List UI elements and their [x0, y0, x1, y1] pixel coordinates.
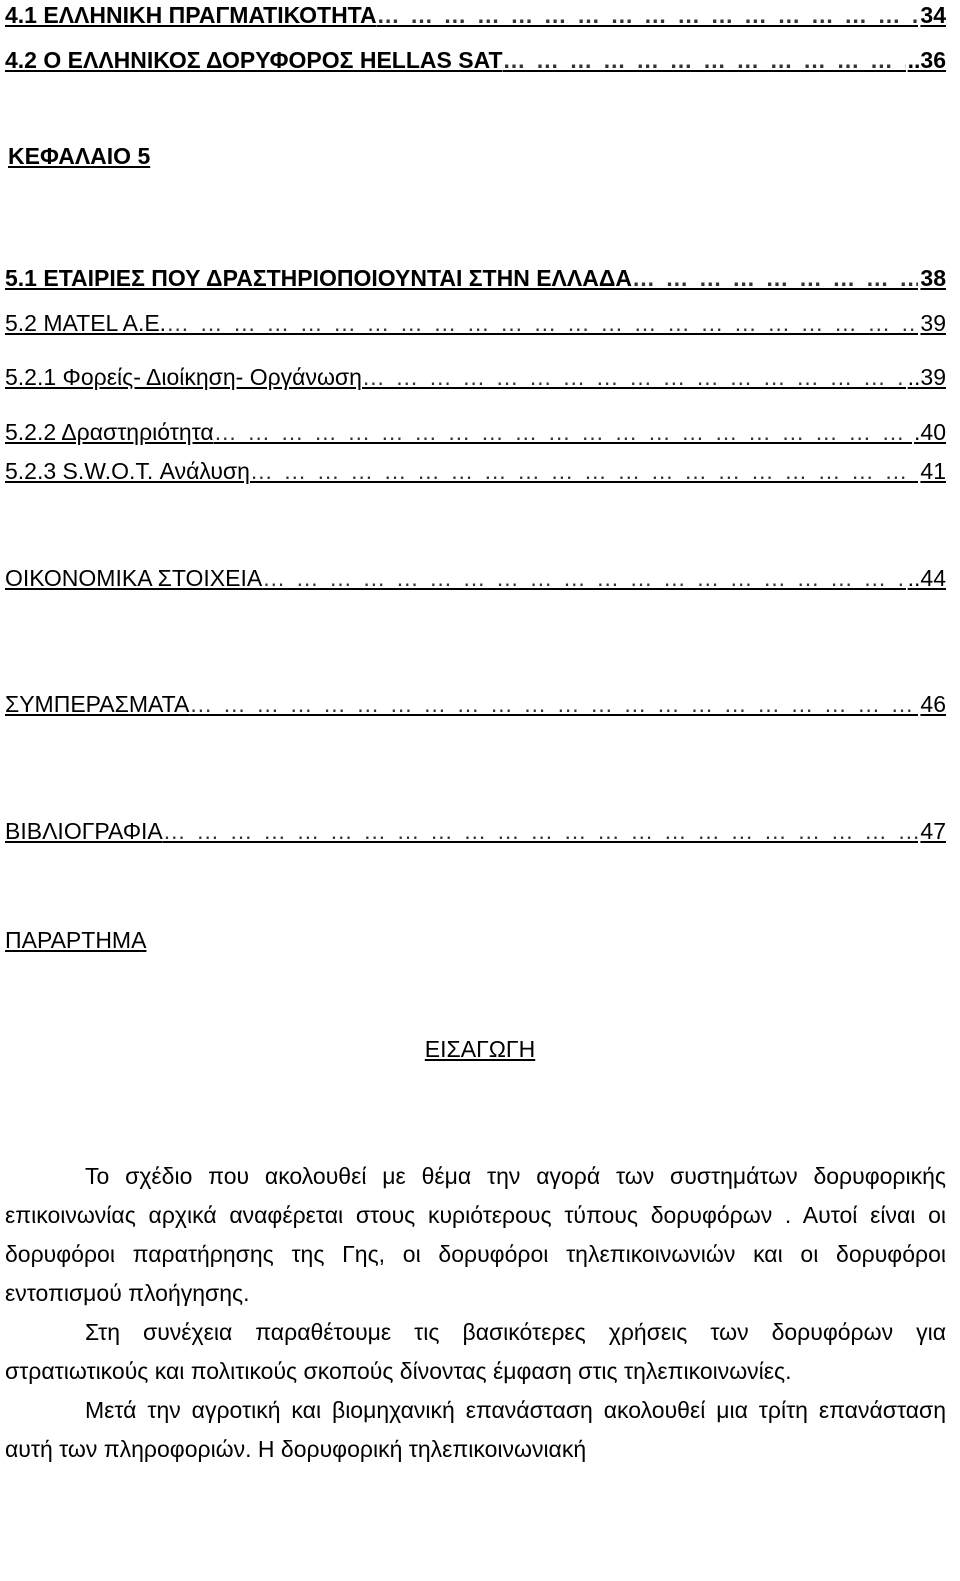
toc-label: 5.2.3 S.W.O.T. Ανάλυση: [5, 458, 250, 484]
toc-page: ..39: [907, 364, 946, 390]
intro-text: [5, 1157, 946, 1469]
toc-leader: [214, 417, 912, 447]
toc-page: 38: [920, 265, 946, 291]
toc-page: ..36: [907, 47, 946, 73]
toc-leader: [632, 263, 918, 293]
toc-entry-5-2-1[interactable]: [5, 362, 946, 392]
toc-leader: [503, 45, 906, 75]
toc-page: 47: [920, 818, 946, 844]
toc-leader: [163, 816, 919, 846]
toc-label: 5.2.1 Φορείς- Διοίκηση- Οργάνωση: [5, 364, 362, 390]
toc-label: ΚΕΦΑΛΑΙΟ 5: [8, 143, 151, 169]
toc-leader: [189, 689, 918, 719]
toc-entry-financials[interactable]: [5, 563, 946, 593]
toc-entry-5-2-2[interactable]: [5, 417, 946, 447]
toc-page: 39: [920, 310, 946, 336]
toc-page: ..44: [907, 565, 946, 591]
toc-label: 4.1 ΕΛΛΗΝΙΚΗ ΠΡΑΓΜΑΤΙΚΟΤΗΤΑ: [5, 2, 377, 28]
toc-leader: [166, 308, 918, 338]
toc-label: ΒΙΒΛΙΟΓΡΑΦΙΑ: [5, 818, 163, 844]
toc-page: 34: [920, 2, 946, 28]
toc-label: 5.1 ΕΤΑΙΡΙΕΣ ΠΟΥ ΔΡΑΣΤΗΡΙΟΠΟΙΟΥΝΤΑΙ ΣΤΗΝ ΕΛΛΑΔΑ: [5, 265, 632, 291]
toc-entry-5-2-3[interactable]: [5, 456, 946, 486]
toc-page: 46: [920, 691, 946, 717]
toc-label: ΠΑΡΑΡΤΗΜΑ: [5, 927, 147, 953]
toc-entry-4-2[interactable]: [5, 45, 946, 75]
toc-entry-5-1[interactable]: [5, 263, 946, 293]
toc-entry-conclusions[interactable]: [5, 689, 946, 719]
toc-chapter-5[interactable]: [8, 141, 150, 171]
toc-entry-5-2[interactable]: [5, 308, 946, 338]
toc-entry-bibliography[interactable]: [5, 816, 946, 846]
toc-label: 4.2 Ο ΕΛΛΗΝΙΚΟΣ ΔΟΡΥΦΟΡΟΣ HELLAS SAT: [5, 47, 503, 73]
toc-leader: [262, 563, 905, 593]
toc-label: 5.2 MATEL A.E.: [5, 310, 167, 336]
paragraph: Το σχέδιο που ακολουθεί με θέμα την αγορά των συστημάτων δορυφορικής επικοινωνίας αρχικά αναφέρεται στους κυριότερους τύπους δορυφόρων . Αυτοί είναι οι δορυφόροι παρατήρησης της Γης, οι δορυφόροι τηλεπικοινωνιών και οι δορυφόροι εντοπισμού πλοήγησης.: [5, 1163, 946, 1306]
toc-leader: [362, 362, 906, 392]
toc-page: .40: [914, 419, 946, 445]
paragraph: Μετά την αγροτική και βιομηχανική επανάσταση ακολουθεί μια τρίτη επανάσταση αυτή των πληροφοριών. Η δορυφορική τηλεπικοινωνιακή: [5, 1397, 946, 1462]
toc-label: ΣΥΜΠΕΡΑΣΜΑΤΑ: [5, 691, 190, 717]
paragraph: Στη συνέχεια παραθέτουμε τις βασικότερες χρήσεις των δορυφόρων για στρατιωτικούς και πολιτικούς σκοπούς δίνοντας έμφαση στις τηλεπικοινωνίες.: [5, 1319, 946, 1384]
section-title: ΕΙΣΑΓΩΓΗ: [424, 1036, 536, 1062]
toc-entry-4-1[interactable]: [5, 0, 946, 30]
toc-entry-appendix[interactable]: [5, 925, 146, 955]
toc-leader: [377, 0, 919, 30]
toc-label: ΟΙΚΟΝΟΜΙΚΑ ΣΤΟΙΧΕΙΑ: [5, 565, 263, 591]
toc-label: 5.2.2 Δραστηριότητα: [5, 419, 214, 445]
toc-leader: [250, 456, 919, 486]
toc-page: 41: [920, 458, 946, 484]
